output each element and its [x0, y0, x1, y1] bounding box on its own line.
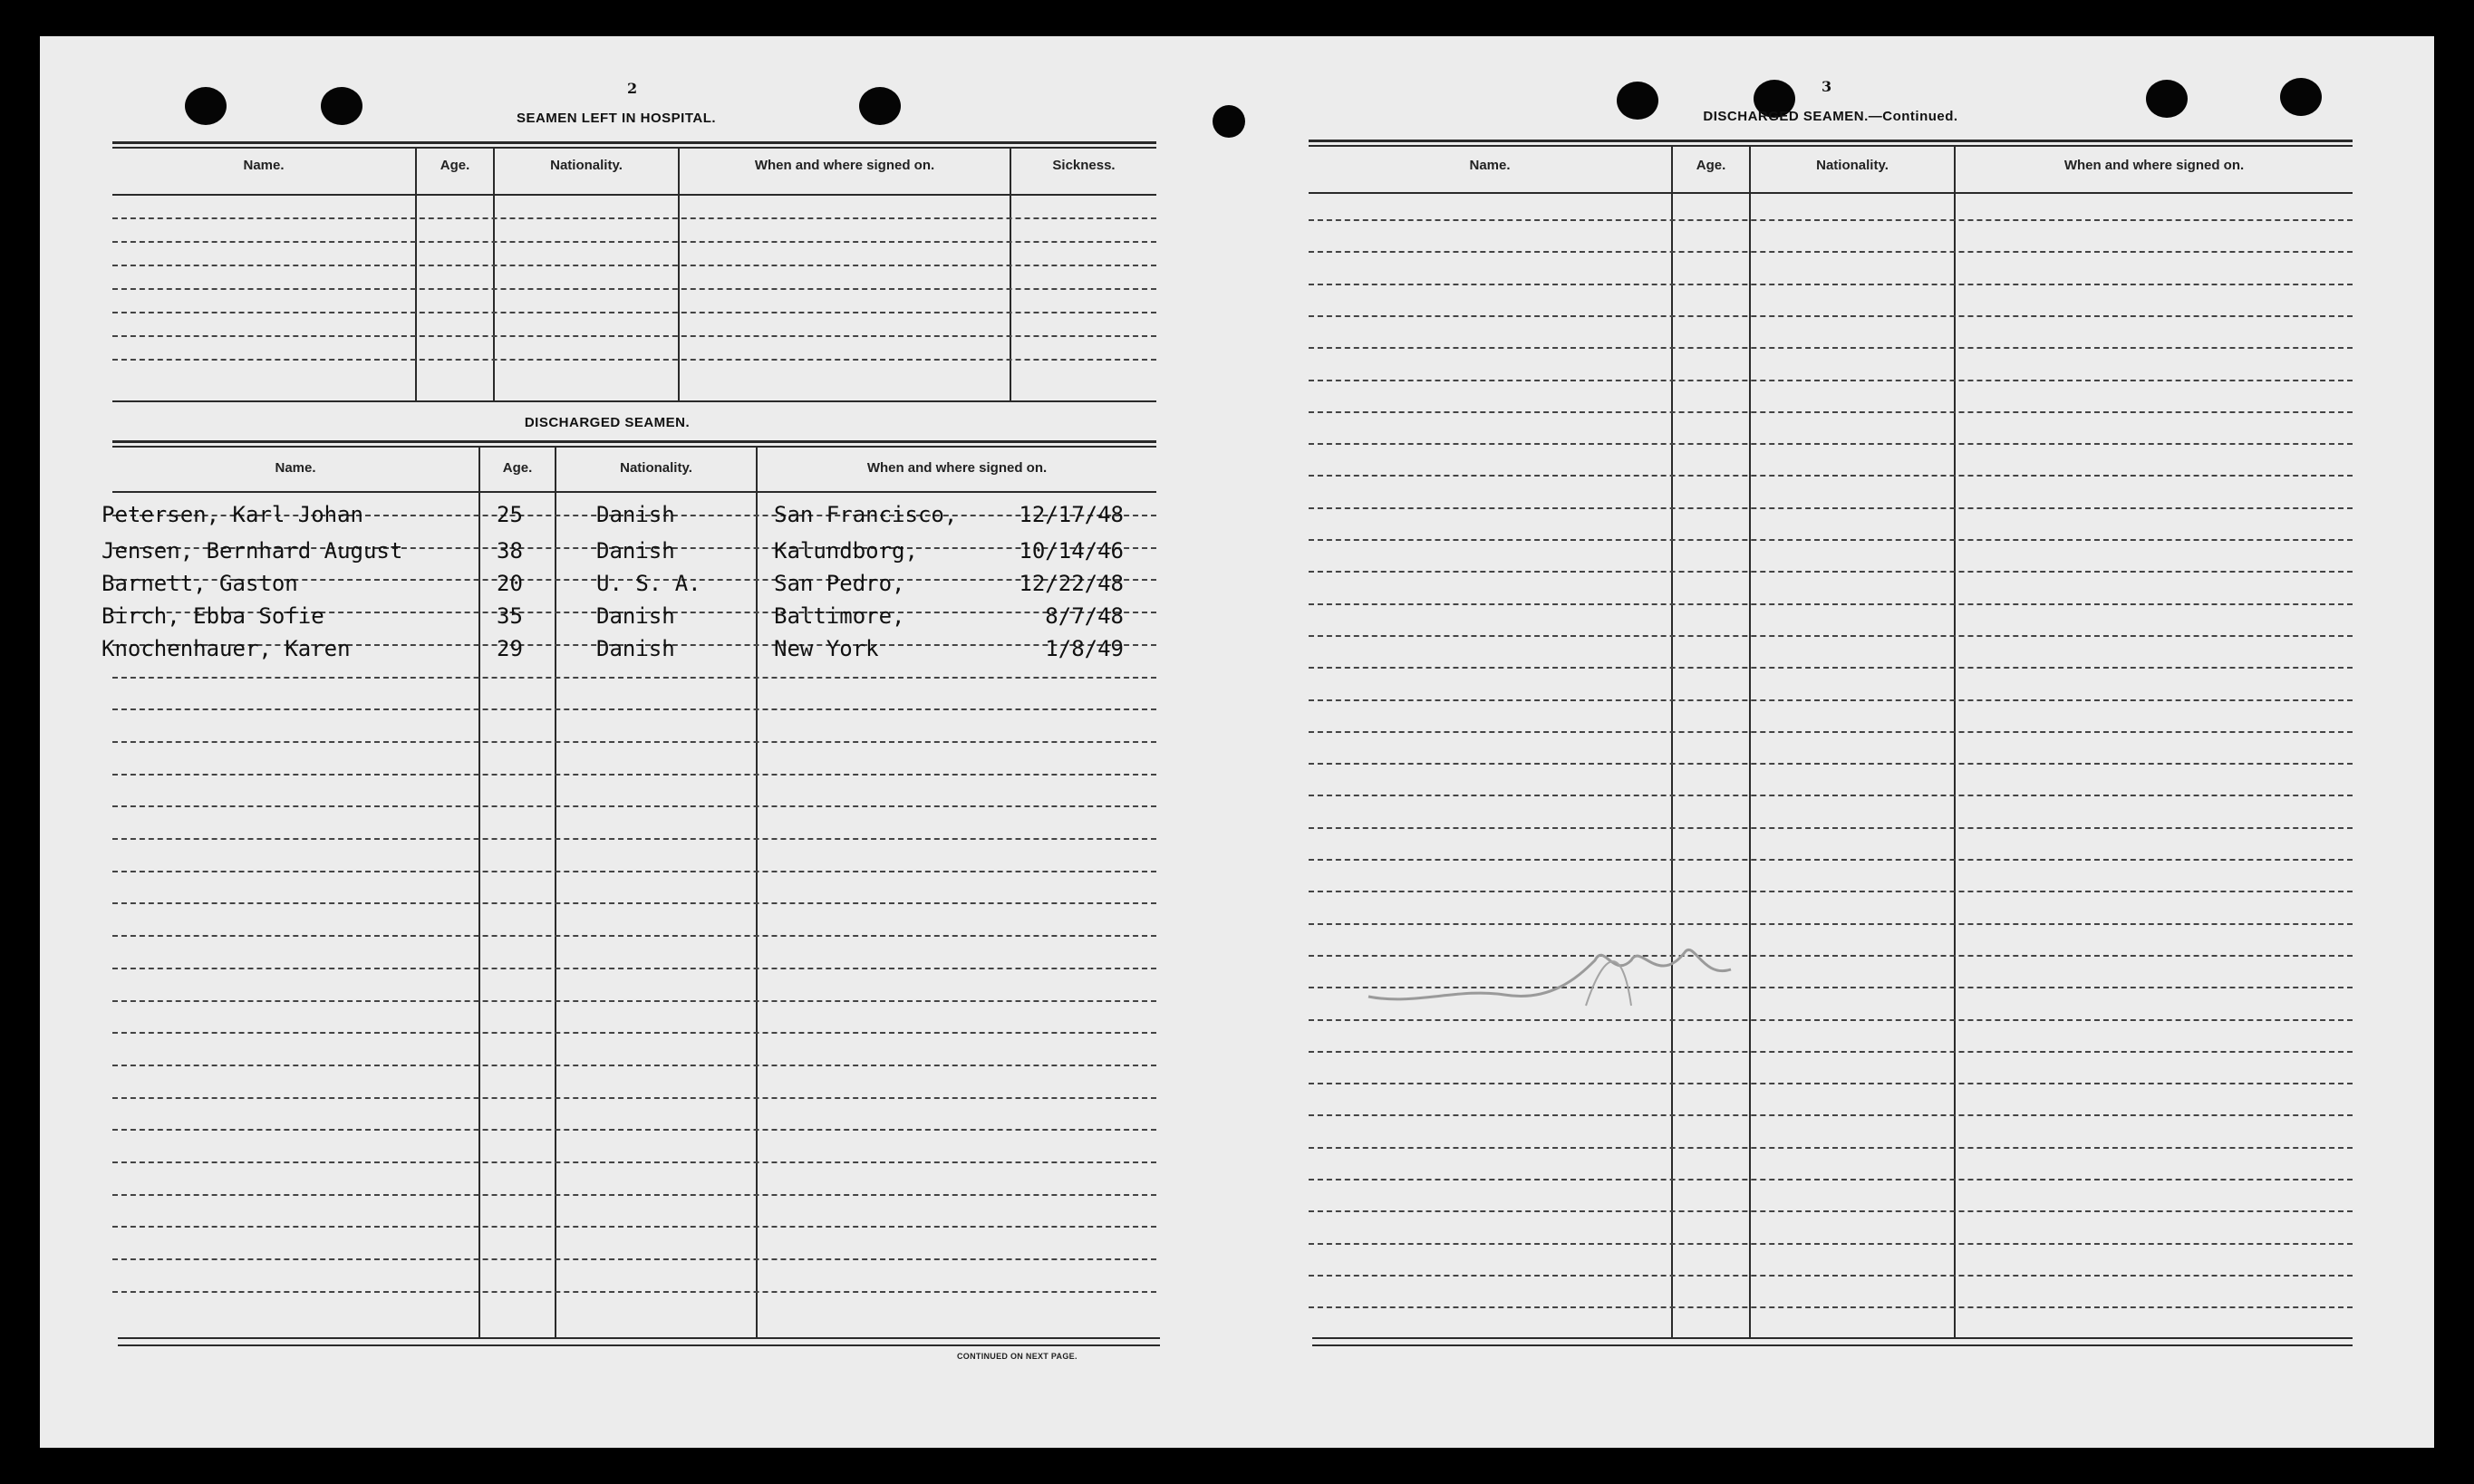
ruled-line [112, 805, 1156, 807]
table-rule [1312, 1337, 2353, 1339]
ruled-line [112, 741, 1156, 743]
ruled-line [1309, 795, 2353, 796]
signed-on-place: New York [774, 636, 879, 661]
ruled-line [1309, 699, 2353, 701]
page-number: 2 [627, 80, 638, 97]
ruled-line [112, 871, 1156, 872]
table-rule [112, 446, 1156, 448]
column-divider [1010, 147, 1011, 402]
section-title-discharged: DISCHARGED SEAMEN. [524, 415, 691, 430]
ruled-line [1309, 380, 2353, 381]
ruled-line [112, 1000, 1156, 1002]
section-title-discharged-continued: DISCHARGED SEAMEN.—Continued. [1703, 109, 1958, 124]
header-age: Age. [502, 460, 533, 476]
ruled-line [1309, 571, 2353, 573]
punch-hole [2280, 78, 2322, 116]
table-rule [118, 1344, 1160, 1346]
signed-on-date: 8/7/48 [1045, 603, 1124, 629]
ruled-line [112, 335, 1156, 337]
signed-on-place: Kalundborg, [774, 538, 918, 564]
ruled-line [1309, 347, 2353, 349]
ruled-line [1309, 1275, 2353, 1277]
column-divider [1749, 145, 1751, 1337]
seaman-nationality: U. S. A. [596, 571, 701, 596]
ruled-line [1309, 251, 2353, 253]
ruled-line [1309, 763, 2353, 765]
punch-hole [1213, 105, 1245, 138]
header-name: Name. [1469, 158, 1511, 173]
seaman-name: Barnett, Gaston [101, 571, 298, 596]
seaman-nationality: Danish [596, 538, 675, 564]
header-age: Age. [1696, 158, 1726, 173]
ruled-line [1309, 731, 2353, 733]
ruled-line [1309, 507, 2353, 509]
table-rule [1309, 192, 2353, 194]
seaman-name: Knochenhauer, Karen [101, 636, 351, 661]
ruled-line [1309, 1179, 2353, 1180]
continued-note: CONTINUED ON NEXT PAGE. [957, 1352, 1078, 1361]
seaman-age: 25 [497, 502, 523, 527]
ruled-line [112, 774, 1156, 776]
table-rule [112, 141, 1156, 144]
signed-on-date: 12/17/48 [1019, 502, 1124, 527]
column-divider [415, 147, 417, 402]
table-rule [1309, 145, 2353, 147]
signed-on-date: 1/8/49 [1045, 636, 1124, 661]
table-rule [112, 440, 1156, 443]
seaman-age: 29 [497, 636, 523, 661]
ruled-line [1309, 475, 2353, 477]
ruled-line [1309, 891, 2353, 892]
table-rule [118, 1337, 1160, 1339]
ruled-line [112, 1032, 1156, 1034]
seaman-name: Petersen, Karl Johan [101, 502, 363, 527]
ruled-line [112, 359, 1156, 361]
ruled-line [1309, 635, 2353, 637]
ruled-line [112, 968, 1156, 969]
seaman-nationality: Danish [596, 603, 675, 629]
ruled-line [112, 1129, 1156, 1131]
ruled-line [1309, 827, 2353, 829]
seaman-nationality: Danish [596, 636, 675, 661]
punch-hole [2146, 80, 2188, 118]
table-rule [112, 400, 1156, 402]
table-rule [112, 491, 1156, 493]
ruled-line [1309, 667, 2353, 669]
ruled-line [1309, 219, 2353, 221]
ruled-line [1309, 859, 2353, 861]
ruled-line [1309, 1083, 2353, 1084]
header-sickness: Sickness. [1052, 158, 1116, 173]
header-name: Name. [275, 460, 316, 476]
header-nationality: Nationality. [1816, 158, 1889, 173]
punch-hole [185, 87, 227, 125]
ruled-line [112, 1097, 1156, 1099]
ruled-line [1309, 603, 2353, 605]
column-divider [1671, 145, 1673, 1337]
column-divider [493, 147, 495, 402]
column-divider [678, 147, 680, 402]
ruled-line [112, 1194, 1156, 1196]
ruled-line [112, 312, 1156, 313]
ruled-line [112, 935, 1156, 937]
table-rule [112, 194, 1156, 196]
ruled-line [1309, 1147, 2353, 1149]
punch-hole [859, 87, 901, 125]
ruled-line [112, 1226, 1156, 1228]
header-age: Age. [440, 158, 470, 173]
seaman-nationality: Danish [596, 502, 675, 527]
ruled-line [1309, 539, 2353, 541]
signed-on-place: San Francisco, [774, 502, 958, 527]
faint-signature-scribble [1359, 924, 1740, 1024]
ruled-line [112, 1065, 1156, 1066]
page-number: 3 [1822, 78, 1832, 95]
ruled-line [1309, 284, 2353, 285]
seaman-name: Jensen, Bernhard August [101, 538, 403, 564]
header-nationality: Nationality. [550, 158, 623, 173]
header-when-where: When and where signed on. [754, 158, 935, 173]
ruled-line [1309, 411, 2353, 413]
table-rule [1309, 140, 2353, 142]
ruled-line [112, 1258, 1156, 1260]
section-title-hospital: SEAMEN LEFT IN HOSPITAL. [516, 111, 717, 126]
signed-on-place: San Pedro, [774, 571, 905, 596]
ruled-line [1309, 1114, 2353, 1116]
header-when-where: When and where signed on. [866, 460, 1048, 476]
ruled-line [1309, 1306, 2353, 1308]
ruled-line [1309, 315, 2353, 317]
ruled-line [112, 241, 1156, 243]
punch-hole [321, 87, 362, 125]
signed-on-place: Baltimore, [774, 603, 905, 629]
header-when-where: When and where signed on. [2063, 158, 2245, 173]
header-nationality: Nationality. [620, 460, 692, 476]
ruled-line [112, 1161, 1156, 1163]
seaman-name: Birch, Ebba Sofie [101, 603, 324, 629]
ruled-line [1309, 1051, 2353, 1053]
ruled-line [112, 708, 1156, 710]
header-name: Name. [243, 158, 285, 173]
ruled-line [112, 1291, 1156, 1293]
ruled-line [112, 677, 1156, 679]
signed-on-date: 10/14/46 [1019, 538, 1124, 564]
signed-on-date: 12/22/48 [1019, 571, 1124, 596]
ruled-line [1309, 1243, 2353, 1245]
table-rule [1312, 1344, 2353, 1346]
ruled-line [112, 902, 1156, 904]
ruled-line [112, 288, 1156, 290]
ruled-line [112, 838, 1156, 840]
column-divider [1954, 145, 1956, 1337]
seaman-age: 38 [497, 538, 523, 564]
seaman-age: 35 [497, 603, 523, 629]
ruled-line [112, 265, 1156, 266]
seaman-age: 20 [497, 571, 523, 596]
ruled-line [112, 217, 1156, 219]
table-rule [112, 147, 1156, 149]
ruled-line [1309, 1210, 2353, 1212]
ruled-line [1309, 443, 2353, 445]
